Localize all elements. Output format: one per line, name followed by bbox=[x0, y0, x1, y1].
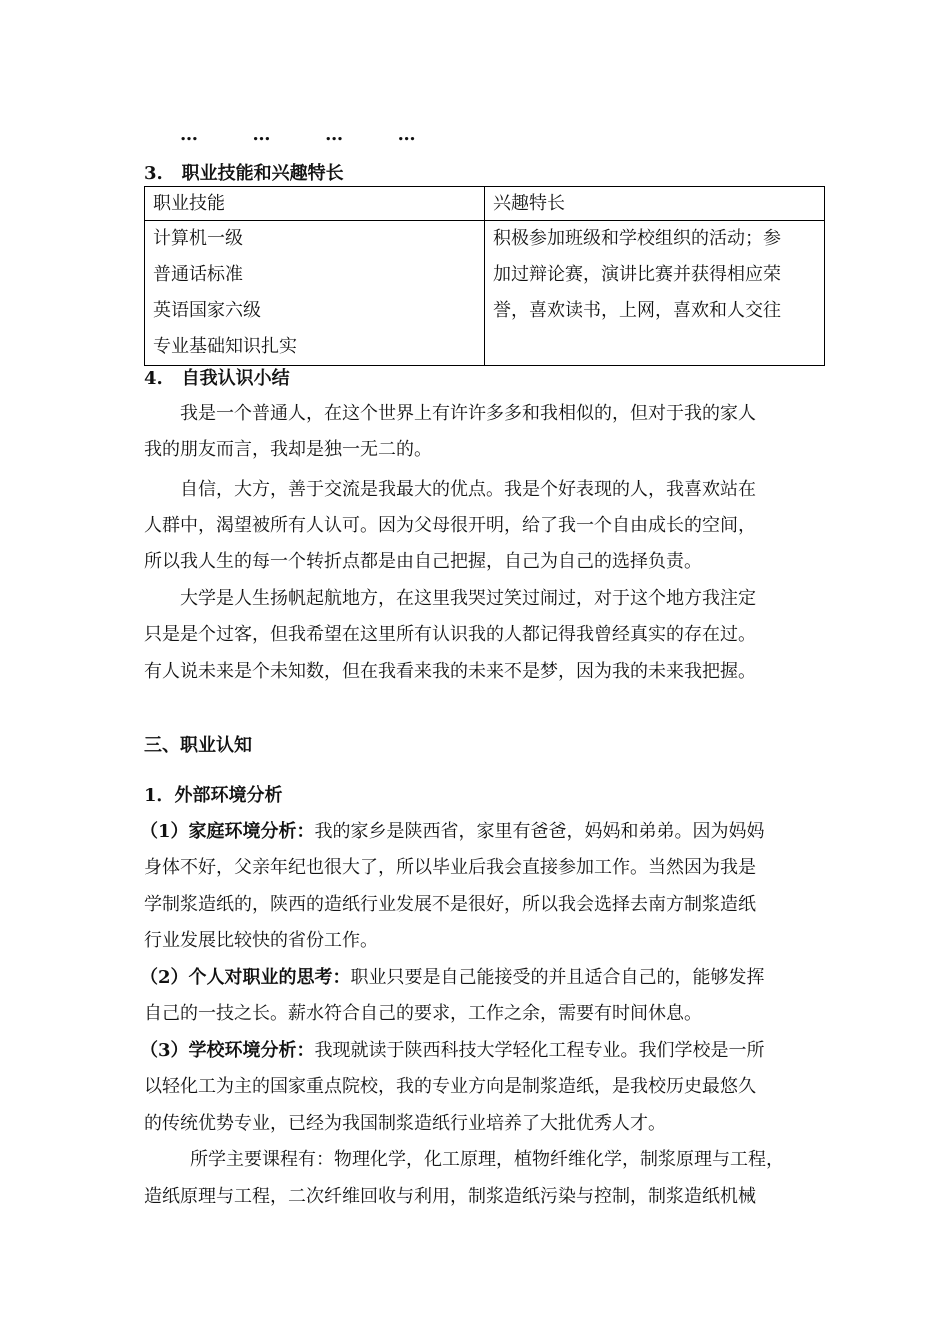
paragraph-line: 学制浆造纸的，陕西的造纸行业发展不是很好，所以我会选择去南方制浆造纸 bbox=[144, 894, 756, 915]
paragraph-line: 自信，大方，善于交流是我最大的优点。我是个好表现的人，我喜欢站在 bbox=[180, 479, 756, 500]
family-text: 我的家乡是陕西省，家里有爸爸，妈妈和弟弟。因为妈妈 bbox=[314, 821, 765, 842]
paragraph-line: 我是一个普通人，在这个世界上有许许多多和我相似的，但对于我的家人 bbox=[180, 403, 756, 424]
paragraph-line: 造纸原理与工程，二次纤维回收与利用，制浆造纸污染与控制，制浆造纸机械 bbox=[144, 1186, 756, 1207]
interest-line: 积极参加班级和学校组织的活动；参 bbox=[493, 228, 781, 249]
paragraph-line: 所以我人生的每一个转折点都是由自己把握，自己为自己的选择负责。 bbox=[144, 551, 702, 572]
skill-item: 普通话标准 bbox=[153, 264, 243, 285]
skills-interests-table bbox=[144, 186, 825, 366]
skill-item: 专业基础知识扎实 bbox=[153, 336, 297, 357]
part-3-heading: 三、职业认知 bbox=[144, 735, 252, 756]
paragraph-line: 大学是人生扬帆起航地方，在这里我哭过笑过闹过，对于这个地方我注定 bbox=[180, 588, 756, 609]
ellipsis-marker: … … … … bbox=[180, 124, 430, 145]
interest-line: 加过辩论赛，演讲比赛并获得相应荣 bbox=[493, 264, 781, 285]
paragraph-line: 身体不好，父亲年纪也很大了，所以毕业后我会直接参加工作。当然因为我是 bbox=[144, 857, 756, 878]
paragraph-line: 有人说未来是个未知数，但在我看来我的未来不是梦，因为我的未来我把握。 bbox=[144, 661, 756, 682]
paragraph-line: 自己的一技之长。薪水符合自己的要求，工作之余，需要有时间休息。 bbox=[144, 1003, 702, 1024]
interest-line: 誉，喜欢读书，上网，喜欢和人交往 bbox=[493, 300, 781, 321]
table-header-interests: 兴趣特长 bbox=[485, 187, 825, 221]
section-4-heading: 4. 自我认识小结 bbox=[144, 368, 290, 389]
interests-cell bbox=[485, 221, 825, 366]
paragraph-line: 行业发展比较快的省份工作。 bbox=[144, 930, 378, 951]
paragraph-line: 人群中，渴望被所有人认可。因为父母很开明，给了我一个自由成长的空间， bbox=[144, 515, 756, 536]
school-label: （3）学校环境分析： bbox=[140, 1040, 315, 1061]
skill-item: 计算机一级 bbox=[153, 228, 243, 249]
paragraph-line: 所学主要课程有：物理化学，化工原理，植物纤维化学，制浆原理与工程， bbox=[190, 1149, 784, 1170]
subsection-1-heading: 1．外部环境分析 bbox=[144, 785, 283, 806]
family-line bbox=[140, 820, 765, 844]
personal-label: （2）个人对职业的思考： bbox=[140, 967, 351, 988]
paragraph-line: 的传统优势专业，已经为我国制浆造纸行业培养了大批优秀人才。 bbox=[144, 1113, 666, 1134]
personal-line bbox=[140, 966, 765, 990]
school-line bbox=[140, 1039, 765, 1063]
table-header-skills: 职业技能 bbox=[145, 187, 485, 221]
skill-item: 英语国家六级 bbox=[153, 300, 261, 321]
personal-text: 职业只要是自己能接受的并且适合自己的，能够发挥 bbox=[350, 967, 765, 988]
paragraph-line: 以轻化工为主的国家重点院校，我的专业方向是制浆造纸，是我校历史最悠久 bbox=[144, 1076, 756, 1097]
section-3-heading: 3. 职业技能和兴趣特长 bbox=[144, 163, 344, 184]
paragraph-line: 我的朋友而言，我却是独一无二的。 bbox=[144, 439, 432, 460]
skills-cell bbox=[145, 221, 485, 366]
paragraph-line: 只是是个过客，但我希望在这里所有认识我的人都记得我曾经真实的存在过。 bbox=[144, 624, 756, 645]
school-text: 我现就读于陕西科技大学轻化工程专业。我们学校是一所 bbox=[314, 1040, 765, 1061]
family-label: （1）家庭环境分析： bbox=[140, 821, 315, 842]
